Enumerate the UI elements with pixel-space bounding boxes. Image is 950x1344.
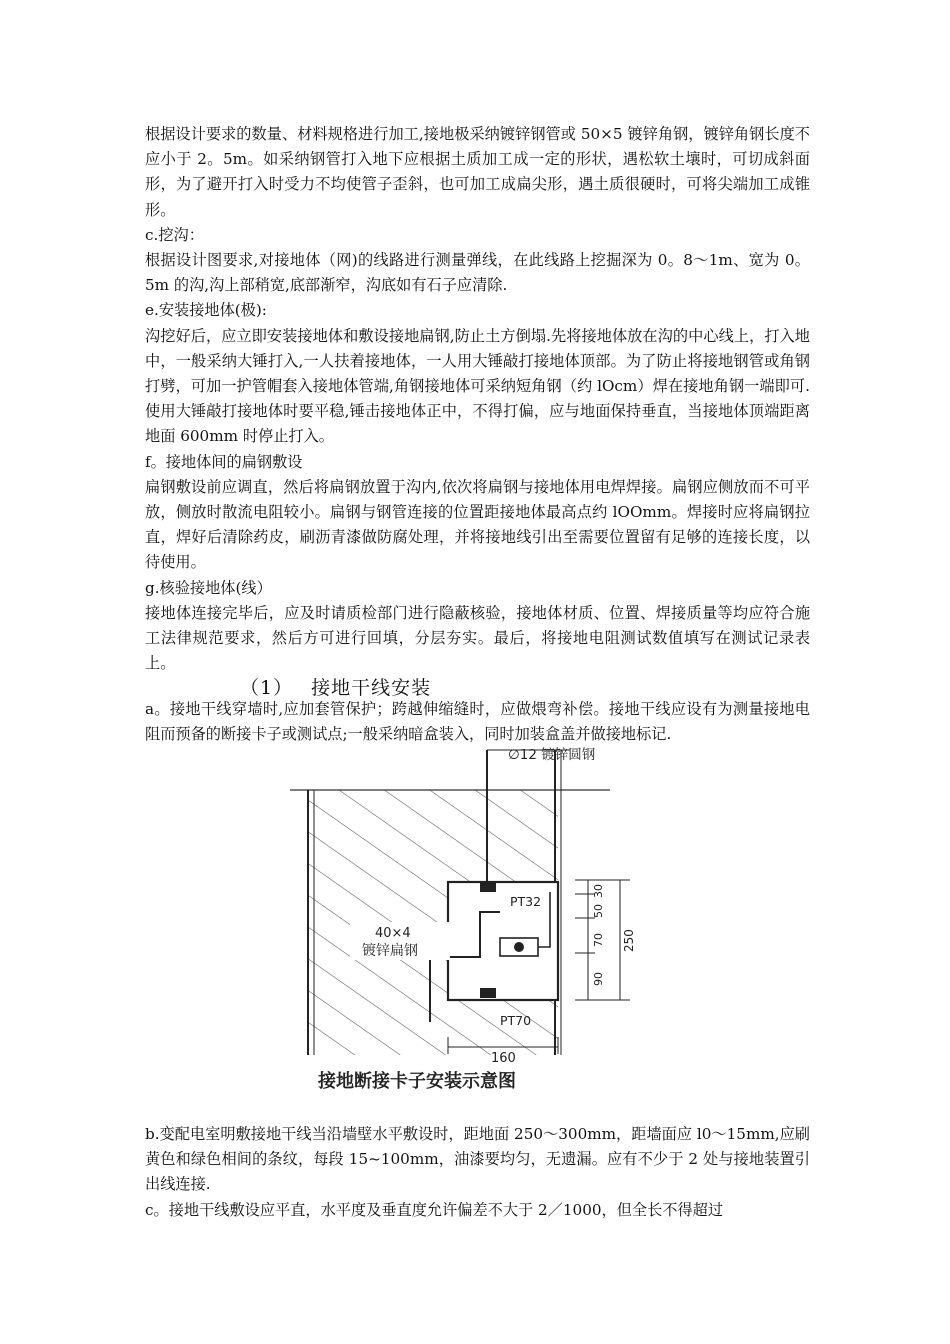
label-flat-size: 40×4 [375, 926, 411, 941]
text-section-a [145, 697, 810, 747]
disconnect-clamp-diagram [270, 742, 690, 1090]
dim-width-label: 160 [491, 1051, 516, 1066]
paragraph-electrode-processing: 根据设计要求的数量、材料规格进行加工,接地极采纳镀锌钢管或 50×5 镀锌角钢，镀锌角钢长度不应小于 2。5m。如采纳钢管打入地下应根据土质加工成一定的形状，遇松软土壤时，可切成斜面形，为了避开打入时受力不均使管子歪斜，也可加工成扁尖形，遇土质很硬时，可将尖端加工成锥形。 [145, 125, 810, 219]
subheading-flat-steel: f。接地体间的扁钢敷设 [145, 452, 303, 471]
subheading-trenching: c.挖沟： [145, 225, 204, 244]
dim-label-30: 30 [592, 884, 605, 898]
upper-bolt [480, 882, 496, 892]
paragraph-trenching: 根据设计图要求,对接地体（网)的线路进行测量弹线，在此线路上挖掘深为 0。8～1m、宽为 0。5m 的沟,沟上部稍宽,底部渐窄，沟底如有石子应清除. [145, 251, 810, 295]
subheading-install-electrode: e.安装接地体(极): [145, 301, 267, 320]
heading-title: 接地干线安装 [311, 677, 432, 699]
label-pt70: PT70 [500, 1013, 532, 1028]
paragraph-install-electrode: 沟挖好后，应立即安装接地体和敷设接地扁钢,防止土方倒塌.先将接地体放在沟的中心线上，打入地中，一般采纳大锤打入,一人扶着接地体，一人用大锤敲打接地体顶部。为了防止将接地钢管或角钢打劈，可加一护管帽套入接地体管端,角钢接地体可采纳短角钢（约 lOcm）焊在接地角钢一端即可.使用大锤敲打接地体时要平稳,锤击接地体正中，不得打偏，应与地面保持垂直，当接地体顶端距离地面 600mm 时停止打入。 [145, 326, 810, 446]
label-pt32: PT32 [510, 894, 542, 909]
diagram-caption: 接地断接卡子安装示意图 [318, 1071, 516, 1090]
paragraph-flat-steel: 扁钢敷设前应调直，然后将扁钢放置于沟内,依次将扁钢与接地体用电焊焊接。扁钢应侧放而不可平放，侧放时散流电阻较小。扁钢与钢管连接的位置距接地体最高点约 lOOmm。焊接时应将扁钢拉直，焊好后清除药皮，刷沥青漆做防腐处理，并将接地线引出至需要位置留有足够的连接长度，以待使用。 [145, 477, 810, 572]
text-section-bottom [145, 1122, 810, 1223]
paragraph-main-line-wall: a。接地干线穿墙时,应加套管保护；跨越伸缩缝时，应做煨弯补偿。接地干线应设有为测量接地电阻而预备的断接卡子或测试点;一般采纳暗盒装入，同时加装盒盖并做接地标记. [145, 700, 810, 744]
dim-label-250: 250 [622, 929, 636, 952]
paragraph-wall-mounted-line: b.变配电室明敷接地干线当沿墙壁水平敷设时，距地面 250～300mm，距墙面应 l0～15mm,应刷黄色和绿色相间的条纹，每段 15~100mm，油漆要均匀，无遗漏。应有不少于 2 处与接地装置引出线连接. [145, 1125, 810, 1194]
dim-label-70: 70 [592, 933, 605, 947]
label-flat-steel: 镀锌扁钢 [362, 943, 418, 959]
paragraph-line-straightness: c。接地干线敷设应平直，水平度及垂直度允许偏差不大于 2／1000，但全长不得超过 [145, 1200, 724, 1219]
label-round-steel: ∅12 镀锌圆钢 [508, 747, 596, 763]
paragraph-inspection: 接地体连接完毕后，应及时请质检部门进行隐蔽核验，接地体材质、位置、焊接质量等均应符合施工法律规范要求，然后方可进行回填，分层夯实。最后，将接地电阻测试数值填写在测试记录表上。 [145, 603, 810, 673]
clamp-bolt [514, 942, 524, 952]
text-section-top [145, 122, 810, 676]
diagram-svg [270, 742, 690, 1090]
subheading-inspection: g.核验接地体(线） [145, 578, 272, 597]
section-heading [240, 673, 431, 700]
lower-bolt [480, 988, 496, 998]
heading-number: （1） [240, 677, 294, 699]
dim-label-90: 90 [592, 972, 605, 986]
dim-label-50: 50 [592, 904, 605, 918]
